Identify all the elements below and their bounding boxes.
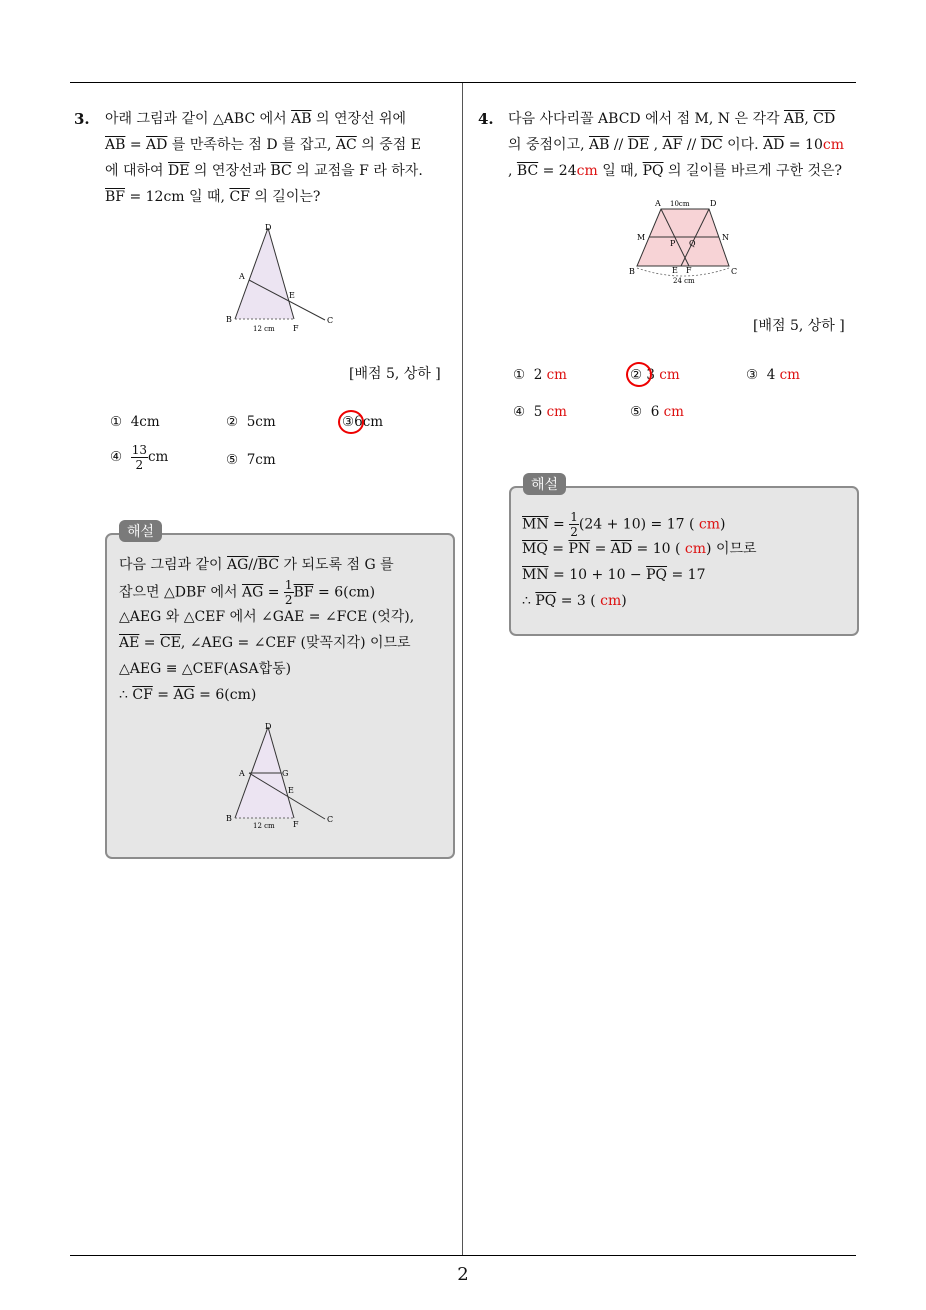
label-c: C [327,316,334,325]
unit-cm: cm [576,163,598,179]
q4-text: , [804,111,814,127]
option-number: ③ [342,414,355,430]
fraction-denominator: 2 [284,593,293,607]
q4-text: 일 때, [597,163,643,179]
label-g: G [282,769,289,778]
unit-cm: cm [684,541,707,557]
q4-option-1[interactable] [513,367,567,383]
sol-text: = 3 ( [556,593,601,609]
q3-solution-label: 해설 [119,520,162,542]
q3-triangle-figure [215,218,345,338]
label-c: C [731,267,738,276]
sol-text: = [152,687,174,703]
label-a: A [239,272,245,281]
q4-line-3 [508,158,860,184]
option-number: ③ [746,367,759,383]
q4-number: 4. [478,110,494,128]
q3-line-1 [105,106,457,132]
q4-text: 다음 사다리꼴 ABCD 에서 점 M, N 은 각각 [508,111,784,127]
measure-arc-bc [637,268,729,276]
option-number: ⑤ [630,404,643,420]
segment-de: $\overline{DE}$ [168,163,190,179]
label-d: D [265,223,272,232]
q3-line-2 [105,132,457,158]
sol-text: = 10 + 10 − [548,567,647,583]
segment-pq: $\overline{PQ}$ [535,593,557,609]
unit-cm: cm [779,367,800,383]
fraction-numerator: 1 [284,578,293,592]
q3-sol-line-6 [119,682,256,708]
q3-text: 의 연장선과 [189,163,271,179]
option-number: ④ [513,404,526,420]
sol-text: ∴ [119,687,133,703]
label-b: B [629,267,635,276]
unit-cm: cm [600,593,622,609]
q4-line-2 [508,132,860,158]
q3-number: 3. [74,110,90,128]
unit-cm: cm [822,137,844,153]
unit-cm: cm [663,404,684,420]
unit-cm: cm [546,404,567,420]
sol-fraction [284,578,294,607]
q4-text: // [682,137,701,153]
q3-text: 의 중점 E [356,137,421,153]
segment-ag: $\overline{AG}$ [173,687,195,703]
sol-text: 잡으면 △DBF 에서 [119,584,242,601]
q4-trapezoid-figure [625,192,745,288]
segment-bf: $\overline{BF}$ [105,189,126,205]
label-p: P [670,239,676,248]
measure-bf: 12 cm [253,325,275,333]
segment-ab: $\overline{AB}$ [783,111,805,127]
segment-de: $\overline{DE}$ [627,137,650,153]
option-number: ② [226,414,239,430]
segment-af: $\overline{AF}$ [662,137,683,153]
sol-text: ) [621,593,627,609]
segment-ad: $\overline{AD}$ [610,541,633,557]
label-f: F [686,266,692,275]
fraction-denominator: 2 [570,525,578,539]
option-text: 5cm [246,414,276,430]
q3-answer-mark [338,410,364,434]
segment-cd: $\overline{CD}$ [813,111,836,127]
q3-score: [배점 5, 상하 ] [349,366,441,382]
segment-ab: $\overline{AB}$ [291,111,312,127]
segment-pn: $\overline{PN}$ [568,541,591,557]
label-f: F [293,324,299,333]
option-number: ⑤ [226,452,239,468]
top-rule [70,82,856,83]
fraction-denominator: 2 [135,458,144,472]
q3-stem [105,106,457,210]
sol-text: = [263,584,284,601]
option-number: ④ [110,449,123,465]
sol-text: ) 이므로 [706,541,757,557]
segment-ad: $\overline{AD}$ [146,137,168,153]
q3-sol-line-5: △AEG ≡ △CEF(ASA합동) [119,661,292,677]
q3-option-2[interactable] [226,414,276,430]
segment-pq: $\overline{PQ}$ [642,163,664,179]
sol-text: = [139,635,160,651]
q3-text: = [125,137,147,153]
q3-text: = 12cm 일 때, [125,189,230,205]
segment-ae: $\overline{AE}$ [119,635,140,651]
column-divider [462,83,463,1255]
measure-ad: 10cm [670,200,690,208]
sol-text: = [590,541,611,557]
sol-text: = 10 ( [632,541,685,557]
q3-text: 의 교점을 F 라 하자. [291,163,423,179]
label-q: Q [689,239,696,248]
label-d: D [265,722,272,731]
segment-ac: $\overline{AC}$ [335,137,357,153]
q3-sol-line-4 [119,630,411,656]
q3-text: 를 만족하는 점 D 를 잡고, [167,137,336,153]
q4-stem [508,106,860,184]
q4-option-4[interactable] [513,404,567,420]
label-n: N [722,233,729,242]
option-value: 3 [646,367,655,383]
q3-option-5[interactable] [226,452,276,468]
q4-option-3[interactable] [746,367,800,383]
q4-sol-line-1 [522,510,725,539]
q4-sol-line-3 [522,562,705,588]
option-number: ① [513,367,526,383]
q3-option-4[interactable] [110,443,168,472]
measure-bc: 24 cm [673,277,695,285]
fraction-numerator: 13 [131,443,147,457]
option-text: 7cm [246,452,276,468]
sol-text: = 6(cm) [313,584,376,601]
sol-text: (24 + 10) = 17 ( [578,516,699,533]
segment-ab: $\overline{AB}$ [588,137,610,153]
sol-text: = 17 [667,567,706,583]
label-c: C [327,815,334,824]
option-value: 5 [533,404,543,420]
sol-text: 다음 그림과 같이 [119,557,228,573]
page-number: 2 [457,1264,469,1285]
q3-text: 의 길이는? [249,189,321,205]
segment-pq: $\overline{PQ}$ [646,567,668,583]
q4-line-1 [508,106,860,132]
q3-text: 에 대하여 [105,163,168,179]
q4-text: 의 중점이고, [508,137,589,153]
q4-solution-label: 해설 [523,473,566,495]
sol-text: = 6(cm) [194,687,257,703]
option-number: ② [630,367,643,383]
bottom-rule [70,1255,856,1256]
q4-text: , [649,137,663,153]
option-value: 4 [766,367,776,383]
segment-ag: $\overline{AG}$ [227,557,249,573]
label-m: M [637,233,646,242]
label-d: D [710,199,717,208]
option-text: cm [147,449,169,465]
option-value: 6 [650,404,660,420]
segment-ab: $\overline{AB}$ [105,137,126,153]
q4-text: 이다. [722,137,764,153]
label-e: E [288,786,294,795]
option-number: ① [110,414,123,430]
sol-text: 가 되도록 점 G 를 [279,557,394,573]
q3-solution-figure [215,717,345,837]
segment-bc: $\overline{BC}$ [257,557,280,573]
q4-text: , [508,163,517,179]
segment-bf: $\overline{BF}$ [293,584,314,601]
label-b: B [226,315,232,324]
q4-text: = 24 [538,163,577,179]
sol-text: ) [720,516,726,533]
option-value: 2 [533,367,543,383]
option-text: 4cm [130,414,160,430]
sol-text: = [547,541,569,557]
sol-text: = [548,516,570,533]
label-b: B [226,814,232,823]
sol-text: , ∠AEG = ∠CEF (맞꼭지각) 이므로 [180,635,411,651]
segment-cf: $\overline{CF}$ [132,687,153,703]
q4-sol-line-2 [522,536,757,562]
q3-sol-line-2 [119,578,375,607]
q3-line-3 [105,158,457,184]
segment-cf: $\overline{CF}$ [229,189,250,205]
segment-bc: $\overline{BC}$ [270,163,292,179]
measure-bf: 12 cm [253,822,275,830]
label-a: A [239,769,245,778]
segment-ce: $\overline{CE}$ [159,635,181,651]
q4-option-5[interactable] [630,404,684,420]
unit-cm: cm [546,367,567,383]
q3-sol-line-3: △AEG 와 △CEF 에서 ∠GAE = ∠FCE (엇각), [119,609,415,625]
option-fraction [131,443,148,472]
q4-answer-mark [626,362,652,387]
fraction-numerator: 1 [570,510,578,524]
sol-fraction [569,510,579,539]
label-e: E [289,291,295,300]
segment-ag: $\overline{AG}$ [241,584,264,601]
q3-sol-line-1 [119,552,394,578]
unit-cm: cm [698,516,720,533]
q3-text: 아래 그림과 같이 △ABC 에서 [105,111,292,127]
q4-text: = 10 [784,137,823,153]
segment-bc: $\overline{BC}$ [516,163,539,179]
q3-text: 의 연장선 위에 [311,111,407,127]
segment-ad: $\overline{AD}$ [763,137,785,153]
option-text: 6cm [354,414,384,430]
label-a: A [655,199,661,208]
segment-mn: $\overline{MN}$ [522,516,549,533]
q4-sol-line-4 [522,588,627,614]
segment-mq: $\overline{MQ}$ [522,541,548,557]
q4-text: // [609,137,628,153]
label-f: F [293,820,299,829]
unit-cm: cm [659,367,680,383]
sol-text: ∴ [522,593,536,609]
sol-text: // [248,557,258,573]
segment-mn: $\overline{MN}$ [522,567,549,583]
q4-text: 의 길이를 바르게 구한 것은? [663,163,843,179]
segment-dc: $\overline{DC}$ [700,137,723,153]
label-e: E [672,266,678,275]
q4-score: [배점 5, 상하 ] [753,318,845,334]
q3-option-1[interactable] [110,414,160,430]
q3-line-4 [105,184,457,210]
